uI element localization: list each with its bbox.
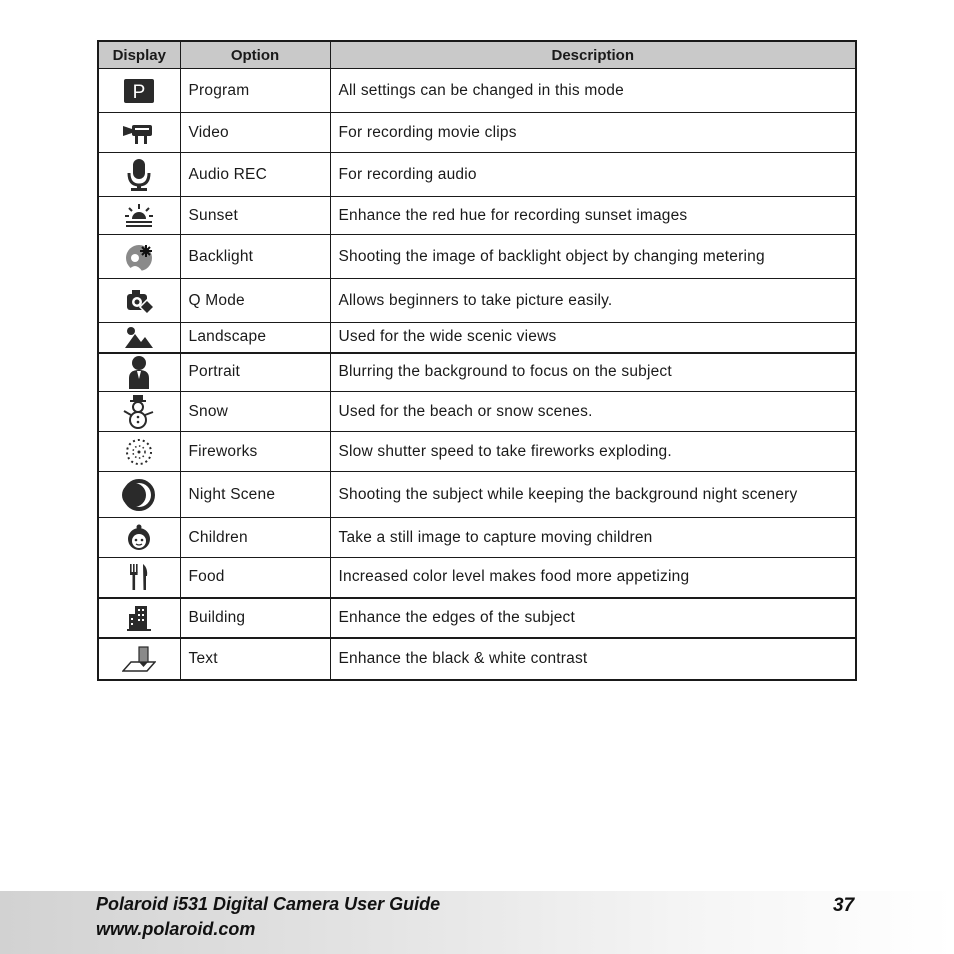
description-cell: Slow shutter speed to take fireworks exploding.: [330, 432, 856, 472]
option-cell: Building: [180, 598, 330, 638]
program-icon: [123, 78, 155, 104]
option-cell: Backlight: [180, 235, 330, 279]
table-row: [98, 69, 856, 113]
description-cell: For recording audio: [330, 153, 856, 197]
scene-mode-table: [97, 40, 857, 681]
display-cell: [98, 69, 180, 113]
option-cell: Video: [180, 113, 330, 153]
display-cell: [98, 153, 180, 197]
description-cell: Enhance the edges of the subject: [330, 598, 856, 638]
display-cell: [98, 279, 180, 323]
description-cell: Used for the beach or snow scenes.: [330, 392, 856, 432]
website-url: www.polaroid.com: [96, 919, 256, 939]
display-cell: [98, 353, 180, 392]
display-cell: [98, 598, 180, 638]
display-cell: [98, 472, 180, 518]
option-cell: Landscape: [180, 323, 330, 353]
display-cell: [98, 638, 180, 680]
display-cell: [98, 235, 180, 279]
description-cell: Allows beginners to take picture easily.: [330, 279, 856, 323]
table-row: [98, 353, 856, 392]
option-cell: Program: [180, 69, 330, 113]
table-row: [98, 323, 856, 353]
option-cell: Portrait: [180, 353, 330, 392]
table-row: [98, 638, 856, 680]
night-scene-icon: [122, 478, 156, 512]
description-cell: Used for the wide scenic views: [330, 323, 856, 353]
table-row: [98, 558, 856, 598]
description-cell: Enhance the black & white contrast: [330, 638, 856, 680]
display-cell: [98, 323, 180, 353]
landscape-icon: [124, 325, 154, 349]
table-row: [98, 153, 856, 197]
description-cell: Shooting the subject while keeping the background night scenery: [330, 472, 856, 518]
table-row: [98, 472, 856, 518]
description-cell: Shooting the image of backlight object by changing metering: [330, 235, 856, 279]
table-row: [98, 235, 856, 279]
fireworks-icon: [124, 437, 154, 467]
option-cell: Audio REC: [180, 153, 330, 197]
description-cell: Take a still image to capture moving children: [330, 518, 856, 558]
table-row: [98, 197, 856, 235]
display-cell: [98, 518, 180, 558]
display-cell: [98, 197, 180, 235]
video-camera-icon: [122, 121, 156, 145]
option-cell: Q Mode: [180, 279, 330, 323]
table-row: [98, 113, 856, 153]
option-cell: Fireworks: [180, 432, 330, 472]
header-description: Description: [330, 41, 856, 69]
table-row: [98, 518, 856, 558]
description-cell: Increased color level makes food more appetizing: [330, 558, 856, 598]
backlight-icon: [124, 242, 154, 272]
option-cell: Text: [180, 638, 330, 680]
svg-text:P: P: [132, 81, 146, 103]
text-icon: [122, 645, 156, 673]
building-icon: [126, 604, 152, 632]
option-cell: Food: [180, 558, 330, 598]
display-cell: [98, 432, 180, 472]
portrait-icon: [126, 354, 152, 390]
table-header-row: [98, 41, 856, 69]
microphone-icon: [126, 158, 152, 192]
table-row: [98, 392, 856, 432]
option-cell: Snow: [180, 392, 330, 432]
table-row: [98, 432, 856, 472]
display-cell: [98, 558, 180, 598]
display-cell: [98, 392, 180, 432]
option-cell: Sunset: [180, 197, 330, 235]
description-cell: All settings can be changed in this mode: [330, 69, 856, 113]
snowman-icon: [122, 394, 156, 430]
header-display: Display: [98, 41, 180, 69]
guide-title: Polaroid i531 Digital Camera User Guide: [96, 894, 441, 914]
header-option: Option: [180, 41, 330, 69]
display-cell: [98, 113, 180, 153]
option-cell: Night Scene: [180, 472, 330, 518]
description-cell: Blurring the background to focus on the subject: [330, 353, 856, 392]
table-row: [98, 598, 856, 638]
page-number: 37: [833, 895, 855, 916]
q-mode-icon: [125, 288, 153, 314]
children-icon: [125, 524, 153, 552]
description-cell: Enhance the red hue for recording sunset images: [330, 197, 856, 235]
description-cell: For recording movie clips: [330, 113, 856, 153]
sunset-icon: [124, 202, 154, 230]
option-cell: Children: [180, 518, 330, 558]
page-footer: [0, 891, 954, 954]
food-icon: [128, 562, 150, 592]
table-row: [98, 279, 856, 323]
